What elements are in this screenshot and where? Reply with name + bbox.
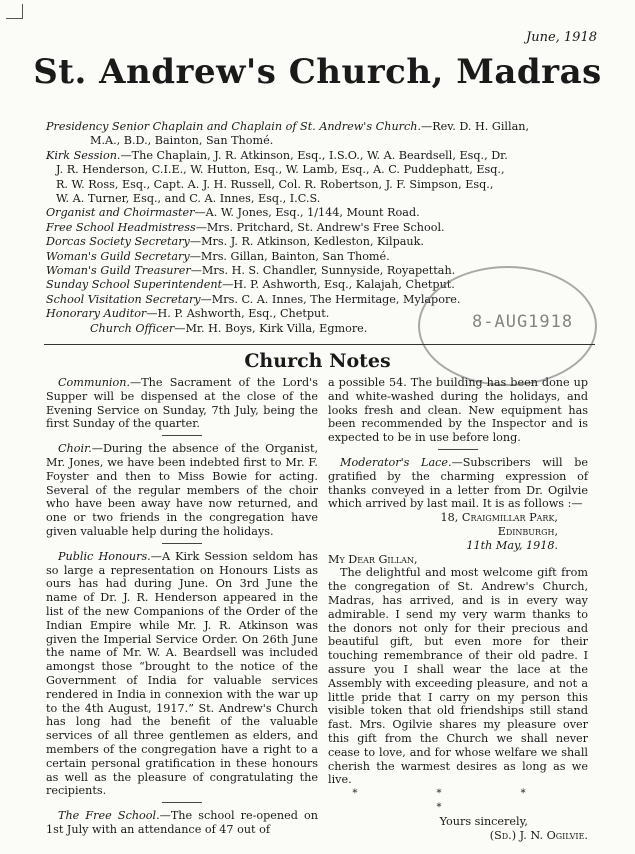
- officer-line: [46, 192, 621, 206]
- officer-role: Woman's Guild Treasurer: [46, 264, 191, 278]
- officer-text: —The Chaplain, J. R. Atkinson, Esq., I.S.O., W. A. Beardsell, Esq., Dr.: [120, 148, 508, 162]
- officer-text: W. A. Turner, Esq., and C. A. Innes, Esq., I.C.S.: [56, 192, 321, 206]
- note-paragraph: [328, 456, 588, 511]
- letter-salutation: My Dear Gillan,: [328, 552, 418, 566]
- note-heading: Public Honours.: [58, 549, 151, 563]
- officer-line: [46, 235, 621, 249]
- separator: [162, 802, 202, 803]
- officer-line: [46, 250, 621, 264]
- officer-text: —Mrs. H. S. Chandler, Sunnyside, Royapettah.: [190, 264, 456, 278]
- note-continued: a possible 54. The building has been done up and white-washed during the holidays, and looks fresh and clean. New equipment has been recommended by the Inspector and is expected to be in use before long.: [328, 376, 588, 445]
- note-text: —The school re-opened on 1st July with an attendance of 47 out of: [46, 809, 318, 836]
- officer-text: —Rev. D. H. Gillan,: [421, 120, 530, 133]
- separator: [162, 435, 202, 436]
- note-paragraph: [46, 442, 318, 539]
- corner-mark: [6, 4, 23, 19]
- officer-role: Free School Headmistress: [46, 220, 196, 234]
- letter-body: The delightful and most welcome gift from the congregation of St. Andrew's Church, Madras, has arrived, and is in every way admirable. I send my very warm thanks to the donors not only for their precious and beautiful gift, but even more for their touching remembrance of their old padre. I assure you I shall wear the lace at the Assembly with exceeding pleasure, and not a little pride that I carry on my person this visible token that old friendships still stand fast. Mrs. Ogilvie shares my pleasure over this gift from the Church we shall never cease to love, and for whose welfare we shall cherish the warmest desires as long as we live.: [328, 566, 588, 787]
- section-divider: [44, 344, 595, 345]
- officer-line: [46, 206, 621, 220]
- officer-line: [46, 149, 621, 163]
- note-text: —The Sacrament of the Lord's Supper will be dispensed at the close of the Evening Service on Sunday, 7th July, being the first Sunday of the quarter.: [46, 376, 318, 431]
- officer-role: Organist and Choirmaster: [46, 206, 195, 220]
- letter-signature: (Sd.) J. N. Ogilvie.: [489, 828, 588, 842]
- officer-role: School Visitation Secretary: [46, 292, 201, 306]
- officer-text: —Mr. H. Boys, Kirk Villa, Egmore.: [174, 321, 368, 335]
- officer-role: Presidency Senior Chaplain and Chaplain of St. Andrew's Church.: [46, 120, 422, 133]
- officer-role: Church Officer: [90, 321, 175, 335]
- officer-role: Kirk Session.: [46, 148, 121, 162]
- note-paragraph: [46, 550, 318, 798]
- note-text: —A Kirk Session seldom has so large a representation on Honours Lists as ours has had during June. On 3rd June the name of Dr. J. R. Henderson appeared in the list of the new Companions of the Order of the Indian Empire while Mr. J. R. Atkinson was given the Imperial Service Order. On 26th June the name of Mr. W. A. Beardsell was included amongst those “brought to the notice of the Government of India for valuable services rendered in India in connexion with the war up to the 4th August, 1917.” St. Andrew's Church has long had the benefit of the valuable services of all three gentlemen as elders, and members of the congregation have a right to a certain personal gratification in these honours as well as the pleasure of congratulating the recipients.: [46, 549, 319, 798]
- note-heading: Moderator's Lace.: [340, 455, 452, 469]
- issue-date: June, 1918: [526, 30, 597, 45]
- letter-date: 11th May, 1918.: [466, 538, 558, 552]
- officer-role: Sunday School Superintendent: [46, 278, 223, 292]
- star-divider: * * * *: [352, 788, 564, 813]
- officer-line: [46, 120, 621, 134]
- note-text: —During the absence of the Organist, Mr. Jones, we have been indebted first to Mr. F. Foyster and then to Miss Bowie for acting. Several of the regular members of the choir who have been away have now returned, and one or two friends in the congregation have given valuable help during the holidays.: [46, 442, 318, 538]
- officer-role: Dorcas Society Secretary: [46, 235, 190, 249]
- section-title: Church Notes: [244, 350, 391, 372]
- officer-text: J. R. Henderson, C.I.E., W. Hutton, Esq., W. Lamb, Esq., A. C. Puddephatt, Esq.,: [56, 163, 505, 177]
- officer-text: R. W. Ross, Esq., Capt. A. J. H. Russell, Col. R. Robertson, J. F. Simpson, Esq.,: [56, 177, 494, 191]
- letter-address-line2: Edinburgh,: [497, 524, 558, 538]
- right-column: [328, 376, 588, 842]
- officer-text: —H. P. Ashworth, Esq., Chetput.: [146, 307, 330, 321]
- officer-text: —Mrs. Pritchard, St. Andrew's Free School.: [195, 220, 445, 234]
- officer-line: [46, 178, 621, 192]
- officer-text: —Mrs. J. R. Atkinson, Kedleston, Kilpauk.: [189, 235, 424, 249]
- note-heading: The Free School.: [58, 809, 160, 823]
- stamp-date: 8-AUG1918: [472, 312, 574, 332]
- officer-role: Woman's Guild Secretary: [46, 249, 190, 263]
- officer-text: —Mrs. Gillan, Bainton, San Thomé.: [189, 249, 390, 263]
- note-heading: Communion.: [58, 376, 130, 389]
- officer-role: Honorary Auditor: [46, 307, 147, 321]
- officer-text: —A. W. Jones, Esq., 1/144, Mount Road.: [194, 206, 420, 220]
- left-column: [46, 376, 318, 837]
- letter-address-line1: 18, Craigmillar Park,: [440, 511, 558, 525]
- letter-closing: Yours sincerely,: [439, 814, 528, 828]
- separator: [438, 449, 478, 450]
- note-text: —Subscribers will be gratified by the charming expression of thanks conveyed in a letter from Dr. Ogilvie which arrived by last mail. It is as follows :—: [328, 455, 588, 511]
- masthead-title: St. Andrew's Church, Madras: [33, 52, 602, 92]
- note-heading: Choir.: [58, 442, 92, 456]
- separator: [162, 543, 202, 544]
- note-paragraph: [46, 376, 318, 431]
- officer-text: —Mrs. C. A. Innes, The Hermitage, Mylapore.: [200, 292, 461, 306]
- officer-line: [46, 134, 621, 148]
- note-paragraph: [46, 809, 318, 837]
- officer-text: M.A., B.D., Bainton, San Thomé.: [90, 134, 274, 148]
- officer-line: [46, 221, 621, 235]
- officer-text: —H. P. Ashworth, Esq., Kalajah, Chetput.: [222, 278, 455, 292]
- officer-line: [46, 163, 621, 177]
